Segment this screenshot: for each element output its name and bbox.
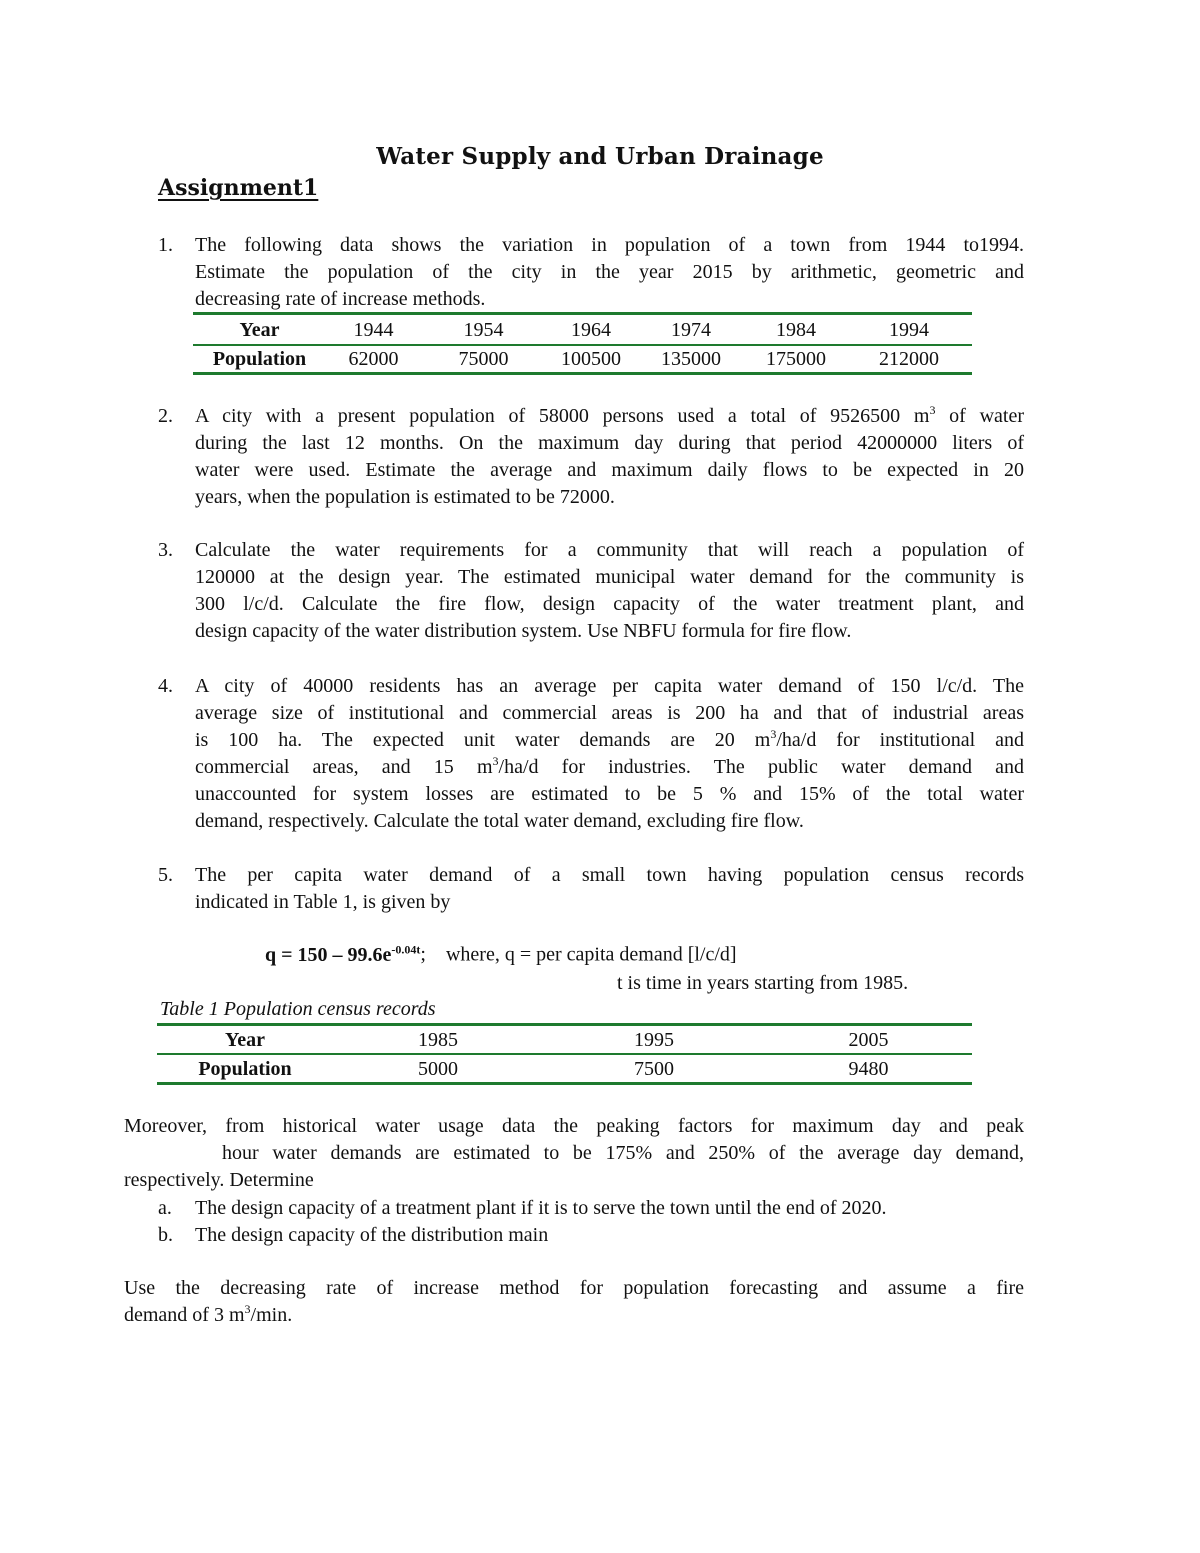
question-5 [158, 862, 1024, 916]
question-text-line: 300 l/c/d. Calculate the fire flow, design capacity of the water treatment plant, and [195, 593, 1024, 615]
table-cell: 5000 [418, 1058, 458, 1080]
question-text-line: Estimate the population of the city in the year 2015 by arithmetic, geometric and [195, 261, 1024, 283]
question-text-line: Calculate the water requirements for a community that will reach a population of [195, 539, 1024, 561]
table-cell: 212000 [879, 348, 939, 370]
table-mid-rule [157, 1053, 972, 1055]
question-number: 5. [158, 864, 173, 886]
paragraph-line: respectively. Determine [124, 1169, 314, 1191]
question-text-line: years, when the population is estimated to be 72000. [195, 486, 615, 508]
table-mid-rule [193, 344, 972, 346]
sub-question-label: a. [158, 1197, 172, 1219]
table-cell: 1974 [671, 319, 711, 341]
question-text-line: A city of 40000 residents has an average per capita water demand of 150 l/c/d. The [195, 675, 1024, 697]
question-number: 3. [158, 539, 173, 561]
table-cell: 1984 [776, 319, 816, 341]
paragraph-line: Use the decreasing rate of increase method for population forecasting and assume a fire [124, 1277, 1024, 1299]
paragraph-line: demand of 3 $m^3/\min$. [124, 1302, 293, 1326]
table-cell: 1995 [634, 1029, 674, 1051]
moreover-paragraph [124, 1113, 1024, 1194]
table-top-rule [193, 312, 972, 315]
table-cell: 7500 [634, 1058, 674, 1080]
question-text-line: 120000 at the design year. The estimated municipal water demand for the community is [195, 566, 1024, 588]
table-cell: 100500 [561, 348, 621, 370]
sub-question-a [158, 1195, 886, 1222]
table-header-year: Year [239, 319, 280, 341]
paragraph-line: hour water demands are estimated to be 175% and 250% of the average day demand, [222, 1142, 1024, 1164]
question-text-line: indicated in Table 1, is given by [195, 891, 451, 913]
table-cell: 135000 [661, 348, 721, 370]
table-cell: 175000 [766, 348, 826, 370]
table-cell: 1964 [571, 319, 611, 341]
question-3 [158, 537, 1024, 645]
table-cell: 1985 [418, 1029, 458, 1051]
population-census-table [157, 1026, 972, 1084]
table-header-population: Population [212, 348, 307, 370]
table-header-population: Population [198, 1058, 292, 1080]
table-cell: 2005 [848, 1029, 889, 1051]
question-2 [158, 403, 1024, 511]
document-title: Water Supply and Urban Drainage [376, 143, 824, 170]
table-cell: 1944 [353, 319, 394, 341]
sub-question-label: b. [158, 1224, 173, 1246]
table-row [157, 1026, 972, 1055]
question-text-line: average size of institutional and commercial areas is 200 ha and that of industrial areas [195, 702, 1024, 724]
table-cell: 75000 [458, 348, 509, 370]
table-row [157, 1055, 972, 1084]
table-cell: 9480 [848, 1058, 889, 1080]
question-text-line: unaccounted for system losses are estimated to be 5 % and 15% of the total water [195, 783, 1024, 805]
question-text-line: The per capita water demand of a small town having population census records [195, 864, 1024, 886]
question-text-line: water were used. Estimate the average and maximum daily flows to be expected in 20 [195, 459, 1024, 481]
question-text-line: during the last 12 months. On the maximum day during that period 42000000 liters of [195, 432, 1024, 454]
table-cell: 62000 [348, 348, 399, 370]
question-text-line: The following data shows the variation in population of a town from 1944 to1994. [195, 234, 1024, 256]
question-number: 2. [158, 405, 173, 427]
table-cell: 1954 [463, 319, 504, 341]
table-bottom-rule [193, 372, 972, 375]
table-row [193, 345, 972, 374]
sub-question-b [158, 1222, 548, 1249]
question-text-line: is 100 ha. The expected unit water demands are 20 $m^3/ha/d$ for institutional and [195, 727, 1025, 751]
table-cell: 1994 [889, 319, 929, 341]
sub-question-text: The design capacity of a treatment plant if it is to serve the town until the end of 2020. [195, 1197, 887, 1219]
final-paragraph [124, 1275, 1024, 1329]
question-text-line: A city with a present population of 58000 persons used a total of 9526500 $m^3$ of water [195, 403, 1024, 427]
question-number: 1. [158, 234, 173, 256]
demand-formula: $q = 150 - 99.6e^{-0.04t}$; where, q = per capita demand [l/c/d] [265, 942, 737, 966]
question-number: 4. [158, 675, 173, 697]
formula-note: t is time in years starting from 1985. [617, 972, 909, 994]
question-text-line: decreasing rate of increase methods. [195, 288, 486, 310]
question-1 [158, 232, 1024, 313]
table-row [193, 316, 972, 345]
table-caption: Table 1 Population census records [160, 998, 436, 1020]
question-text-line: design capacity of the water distribution system. Use NBFU formula for fire flow. [195, 620, 852, 642]
table-header-year: Year [225, 1029, 265, 1051]
table-bottom-rule [157, 1082, 972, 1085]
question-4 [158, 673, 1024, 835]
sub-question-text: The design capacity of the distribution main [195, 1224, 549, 1246]
paragraph-line: Moreover, from historical water usage data the peaking factors for maximum day and peak [124, 1115, 1024, 1137]
assignment-heading: Assignment1 [158, 175, 319, 201]
question-text-line: commercial areas, and 15 $m^3/ha/d$ for industries. The public water demand and [195, 754, 1024, 778]
question-text-line: demand, respectively. Calculate the total water demand, excluding fire flow. [195, 810, 804, 832]
